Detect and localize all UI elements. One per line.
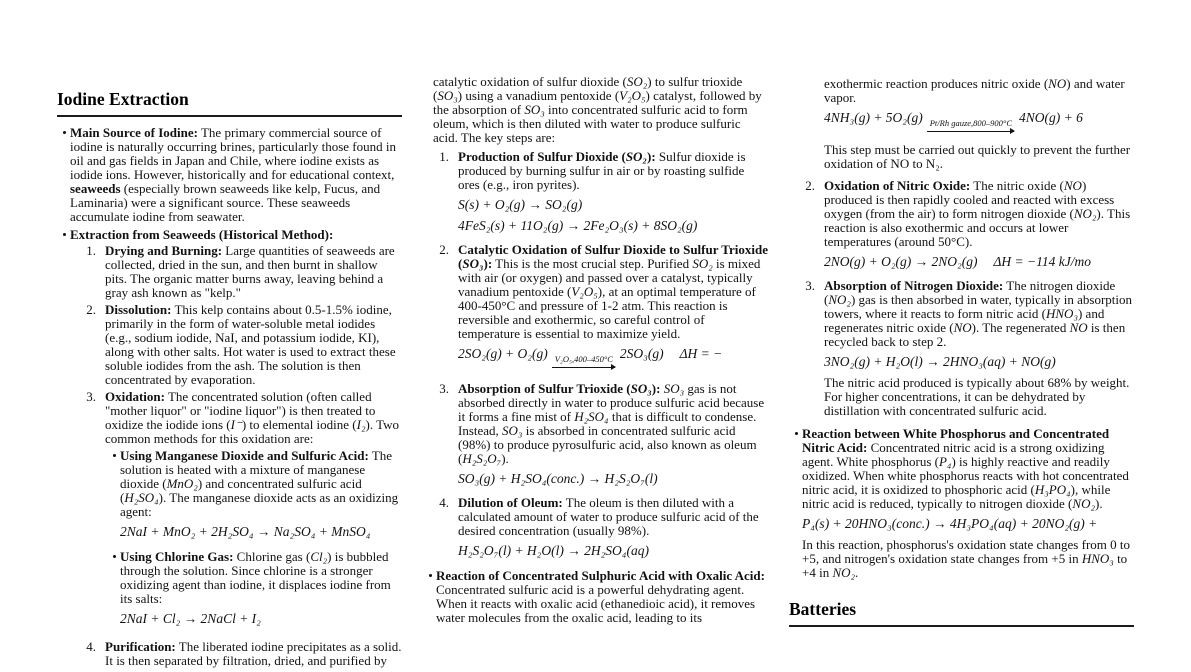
numbered-list — [423, 150, 768, 565]
list-item-content — [458, 496, 768, 565]
equation — [458, 472, 768, 486]
item-lead: Absorption of Sulfur Trioxide (SO₃): — [458, 381, 661, 396]
list-item-content — [802, 427, 1134, 585]
bullet-icon — [113, 449, 120, 546]
item-lead: Using Chlorine Gas: — [120, 549, 234, 564]
item-lead: Catalytic Oxidation of Sulfur Dioxide to Sulfur Trioxide (SO₃): — [458, 242, 768, 271]
eq-lhs: 2SO₂(g) + O₂(g) — [458, 346, 548, 361]
equation — [824, 355, 1134, 369]
item-number — [801, 77, 815, 176]
list-item — [82, 244, 402, 300]
item-text: This kelp contains about 0.5-1.5% iodine, primarily in the form of water-soluble metal iodides (e.g., sodium iodide, NaI, and potassium iodide, KI), along with other salts. Hot water is used to extract these soluble iodides from the ash. The solution is then concentrated by evaporation. — [105, 302, 396, 387]
list-item — [113, 550, 402, 633]
item-text: This is the most crucial step. Purified SO₂ is mixed with air (or oxygen) and passed over a catalyst, typically vanadium pentoxide (V₂O₅), at an optimal temperature of 400-450°C and pressure of 1-2 atm. This reaction is reversible and exothermic, so careful control of temperature is essential to maximize yield. — [458, 256, 761, 341]
eq-rhs: 4NO(g) + 6 — [1019, 110, 1083, 125]
item-lead: Drying and Burning: — [105, 243, 223, 258]
list-item — [801, 279, 1134, 423]
column-1 — [57, 75, 402, 668]
item-text: Chlorine gas (Cl₂) is bubbled through the solution. Since chlorine is a stronger oxidizing agent than iodine, it displaces iodine from its salts: — [120, 549, 391, 606]
paragraph: This step must be carried out quickly to prevent the further oxidation of NO to N₂. — [824, 142, 1131, 171]
list-item — [435, 150, 768, 240]
list-item-content — [458, 150, 768, 240]
bullet-icon — [63, 228, 70, 672]
item-number: 3. — [86, 389, 96, 404]
inline-formula: SO₃ — [502, 423, 523, 438]
bullet-icon — [113, 550, 120, 633]
list-item-content — [824, 279, 1134, 423]
inline-formula: HNO₃ — [1081, 551, 1114, 566]
inline-formula: V₂O₅ — [571, 284, 598, 299]
inline-formula: NO₂ — [828, 292, 851, 307]
item-number: 1. — [439, 149, 449, 164]
item-number: 4. — [86, 639, 96, 654]
item-text: The nitrogen dioxide (NO₂) gas is then absorbed in water, typically in absorption towers, where it reacts to form nitric acid (HNO₃) and regenerates nitric oxide (NO). The regenerated NO is then recycled back to step 2. — [824, 278, 1133, 349]
item-number: 2. — [439, 242, 449, 257]
list-item-content — [458, 382, 768, 493]
inline-formula: NO — [953, 320, 972, 335]
inline-formula: H₃PO₄ — [1034, 482, 1071, 497]
bullet-list — [57, 126, 402, 672]
list-item-content — [458, 243, 768, 379]
item-text: Sulfur dioxide is produced by burning sulfur in air or by roasting sulfide ores (e.g., iron pyrites). — [458, 149, 746, 192]
eq-body: P₄(s) + 20HNO₃(conc.) → 4H₃PO₄(aq) + 20NO₂(g) + — [802, 516, 1098, 531]
bold-text: seaweeds — [70, 181, 121, 196]
list-item-content — [70, 126, 402, 224]
bullet-list — [789, 427, 1134, 585]
list-item-content — [105, 640, 402, 668]
list-item — [801, 179, 1134, 276]
eq-body: SO₃(g) + H₂SO₄(conc.) → H₂S₂O₇(l) — [458, 471, 658, 486]
item-text: The concentrated solution (often called "mother liquor" or "iodine liquor") is then treated to oxidize the iodide ions (I⁻) to elemental iodine (I₂). Two common methods for this oxidation are: — [105, 389, 400, 446]
item-text: The primary commercial source of iodine is naturally occurring brines, particularly those found in oil and gas fields in Japan and Chile, where iodine exists as iodide ions. However, historically and for educational context, seaweeds (especially brown seaweeds like kelp, Fucus, and Laminaria) were a significant source. These seaweeds accumulate iodine from seawater. — [70, 125, 396, 224]
inline-formula: SO₃ — [663, 381, 685, 396]
eq-body: 4FeS₂(s) + 11O₂(g) → 2Fe₂O₃(s) + 8SO₂(g) — [458, 218, 698, 233]
list-item — [435, 243, 768, 379]
eq-body: S(s) + O₂(g) → SO₂(g) — [458, 197, 583, 212]
item-text: Large quantities of seaweeds are collected, dried in the sun, and then burnt in shallow pits. The organic matter burns away, leaving behind a gray ash known as "kelp." — [105, 243, 395, 300]
bullet-icon — [63, 126, 70, 224]
equation — [120, 525, 402, 539]
inline-formula: HNO₃ — [1046, 306, 1078, 321]
item-number: 3. — [805, 278, 815, 293]
inline-formula: SO₂ — [626, 74, 648, 89]
list-item-content — [105, 244, 402, 300]
eq-body: H₂S₂O₇(l) + H₂O(l) → 2H₂SO₄(aq) — [458, 543, 649, 558]
inline-formula: H₂SO₄ — [124, 490, 159, 505]
inline-formula: SO₂ — [692, 256, 713, 271]
item-lead: Dissolution: — [105, 302, 172, 317]
eq-body: 3NO₂(g) + H₂O(l) → 2HNO₃(aq) + NO(g) — [824, 354, 1056, 369]
inline-formula: NO — [1063, 178, 1082, 193]
item-lead: Production of Sulfur Dioxide (SO₂): — [458, 149, 656, 164]
item-number: 1. — [86, 243, 96, 258]
list-item — [82, 303, 402, 387]
list-item — [801, 77, 1134, 176]
section-heading: Iodine Extraction — [57, 89, 402, 117]
delta-h-term: ΔH = − — [679, 346, 723, 361]
list-item-content — [824, 77, 1134, 176]
item-lead: Using Manganese Dioxide and Sulfuric Acid: — [120, 448, 369, 463]
inline-formula: NO₂ — [1072, 496, 1095, 511]
list-item — [82, 640, 402, 668]
inline-formula: SO₃ — [524, 102, 545, 117]
inline-formula: Cl₂ — [310, 549, 328, 564]
bullet-icon — [429, 569, 436, 625]
item-lead: Main Source of Iodine: — [70, 125, 198, 140]
numbered-list — [789, 77, 1134, 423]
item-text: The oleum is then diluted with a calculated amount of water to produce sulfuric acid of the desired concentration (usually 98%). — [458, 495, 759, 538]
inline-formula: SO₃ — [462, 256, 484, 271]
equation — [802, 517, 1134, 531]
bullet-list — [423, 569, 768, 625]
item-lead: Dilution of Oleum: — [458, 495, 563, 510]
list-item — [435, 382, 768, 493]
reaction-arrow — [552, 354, 616, 372]
paragraph: catalytic oxidation of sulfur dioxide (SO₂) to sulfur trioxide (SO₃) using a vanadium pentoxide (V₂O₅) catalyst, followed by the absorption of SO₃ into concentrated sulfuric acid to form oleum, which is then diluted with water to produce sulfuric acid. The key steps are: — [433, 74, 762, 145]
item-text: Concentrated sulfuric acid is a powerful dehydrating agent. When it reacts with oxalic acid (ethanedioic acid), it removes water molecules from the oxalic acid, leading to its — [436, 582, 756, 625]
list-item-content — [824, 179, 1134, 276]
bullet-icon — [795, 427, 802, 585]
list-item — [795, 427, 1134, 585]
arrow-condition-label: V₂O₅,400–450°C — [554, 354, 613, 364]
item-lead: Absorption of Nitrogen Dioxide: — [824, 278, 1004, 293]
eq-body: 2NaI + Cl₂ → 2NaCl + I₂ — [120, 611, 261, 626]
item-text: The solution is heated with a mixture of manganese dioxide (MnO₂) and concentrated sulfuric acid (H₂SO₄). The manganese dioxide acts as an oxidizing agent: — [120, 448, 399, 519]
inline-formula: I₂ — [356, 417, 366, 432]
list-item — [429, 569, 768, 625]
inline-formula: I⁻ — [230, 417, 242, 432]
arrow-condition-label: Pt/Rh gauze,800–900°C — [929, 118, 1012, 128]
item-number: 4. — [439, 495, 449, 510]
item-number: 2. — [805, 178, 815, 193]
paragraph: In this reaction, phosphorus's oxidation state changes from 0 to +5, and nitrogen's oxidation state changes from +5 in HNO₃ to +4 in NO₂. — [802, 537, 1131, 580]
inline-formula: NO — [1069, 320, 1088, 335]
inline-formula: NO — [1048, 76, 1067, 91]
item-number: 3. — [439, 381, 449, 396]
equation — [458, 219, 768, 233]
inline-formula: NO₂ — [832, 565, 856, 580]
inline-formula: V₂O₅ — [619, 88, 646, 103]
equation — [458, 347, 768, 372]
item-lead: Purification: — [105, 639, 176, 654]
inline-formula: P₄ — [938, 454, 952, 469]
item-text: The nitric oxide (NO) produced is then rapidly cooled and reacted with excess oxygen (from the air) to form nitrogen dioxide (NO₂). This reaction is also exothermic and occurs at lower temperatures (around 50°C). — [824, 178, 1131, 249]
equation — [458, 198, 768, 212]
list-item-content — [70, 228, 402, 672]
inline-formula: SO₃ — [630, 381, 652, 396]
reaction-arrow — [927, 118, 1015, 136]
item-lead: Oxidation of Nitric Oxide: — [824, 178, 971, 193]
arrow-line — [927, 128, 1015, 136]
inline-formula: SO₂ — [625, 149, 647, 164]
item-text: exothermic reaction produces nitric oxide (NO) and water vapor. — [824, 76, 1125, 105]
eq-body: 2NO(g) + O₂(g) → 2NO₂(g) — [824, 254, 978, 269]
list-item — [82, 390, 402, 637]
item-text: Concentrated nitric acid is a strong oxidizing agent. White phosphorus (P₄) is highly reactive and readily oxidized. When white phosphorus reacts with hot concentrated nitric acid, it is oxidized to phosphoric acid (H₃PO₄), while nitric acid is reduced, typically to nitrogen dioxide (NO₂). — [802, 440, 1129, 511]
delta-h-term: ΔH = −114 kJ/mo — [993, 254, 1091, 269]
equation — [824, 111, 1134, 136]
list-item-content — [120, 550, 402, 633]
item-text: The liberated iodine precipitates as a solid. It is then separated by filtration, dried, and purified by — [105, 639, 402, 668]
section-heading: Batteries — [789, 599, 1134, 627]
numbered-list — [70, 244, 402, 668]
inline-formula: H₂SO₄ — [574, 409, 609, 424]
list-item — [63, 126, 402, 224]
inline-formula: H₂S₂O₇ — [462, 451, 502, 466]
equation — [120, 612, 402, 626]
item-text: SO₃ gas is not absorbed directly in water to produce sulfuric acid because it forms a fine mist of H₂SO₄ that is difficult to condense. Instead, SO₃ is absorbed in concentrated sulfuric acid (98%) to produce pyrosulfuric acid, also known as oleum (H₂S₂O₇). — [458, 381, 765, 466]
list-item — [63, 228, 402, 672]
list-item-content — [105, 303, 402, 387]
list-item-content — [120, 449, 402, 546]
list-item — [113, 449, 402, 546]
eq-body: 2NaI + MnO₂ + 2H₂SO₄ → Na₂SO₄ + MnSO₄ — [120, 524, 371, 539]
item-lead: Reaction between White Phosphorus and Concentrated Nitric Acid: — [802, 426, 1110, 455]
eq-rhs: 2SO₃(g) — [619, 346, 664, 361]
paragraph: The nitric acid produced is typically about 68% by weight. For higher concentrations, it can be dehydrated by distillation with concentrated sulfuric acid. — [824, 375, 1130, 418]
item-lead: Extraction from Seaweeds (Historical Method): — [70, 227, 334, 242]
equation — [458, 544, 768, 558]
inline-formula: MnO₂ — [166, 476, 198, 491]
item-number: 2. — [86, 302, 96, 317]
column-3 — [789, 75, 1134, 626]
item-lead: Oxidation: — [105, 389, 165, 404]
bullet-list — [105, 449, 402, 633]
column-2 — [423, 75, 768, 626]
list-item — [435, 496, 768, 565]
inline-formula: SO₃ — [437, 88, 458, 103]
list-item-content — [105, 390, 402, 637]
arrow-line — [552, 364, 616, 372]
eq-lhs: 4NH₃(g) + 5O₂(g) — [824, 110, 923, 125]
inline-formula: NO₂ — [1073, 206, 1097, 221]
equation — [824, 255, 1134, 269]
item-lead: Reaction of Concentrated Sulphuric Acid with Oxalic Acid: — [436, 568, 765, 583]
list-item-content — [436, 569, 768, 625]
